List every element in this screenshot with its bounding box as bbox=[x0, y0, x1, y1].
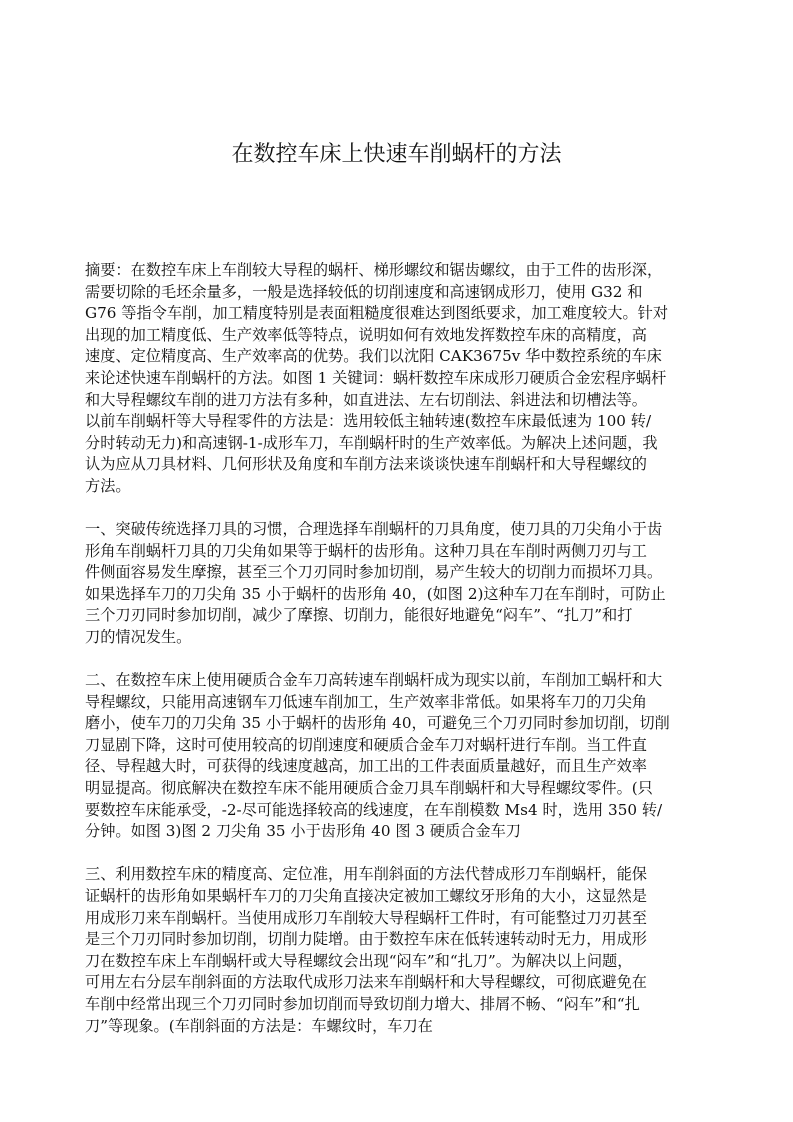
paragraph-line: 如果选择车刀的刀尖角 35 小于蜗杆的齿形角 40，(如图 2)这种车刀在车削时，可防止 bbox=[85, 584, 666, 603]
paragraph-line: 件侧面容易发生摩擦，甚至三个刀刃同时参加切削，易产生较大的切削力而损坏刀具。 bbox=[85, 563, 663, 582]
paragraph-line: 一、突破传统选择刀具的习惯，合理选择车削蜗杆的刀具角度，使刀具的刀尖角小于齿 bbox=[85, 520, 663, 539]
paragraph-line: 导程螺纹，只能用高速钢车刀低速车削加工，生产效率非常低。如果将车刀的刀尖角 bbox=[85, 692, 647, 711]
paragraph-line: 磨小，使车刀的刀尖角 35 小于蜗杆的齿形角 40，可避免三个刀刃同时参加切削，切削 bbox=[85, 714, 670, 733]
paragraph-line: 分时转动无力)和高速钢-1-成形车刀，车削蜗杆时的生产效率低。为解决上述问题，我 bbox=[85, 433, 658, 452]
paragraph-line: 形角车削蜗杆刀具的刀尖角如果等于蜗杆的齿形角。这种刀具在车削时两侧刀刃与工 bbox=[85, 541, 647, 560]
paragraph-line: 速度、定位精度高、生产效率高的优势。我们以沈阳 CAK3675v 华中数控系统的车床 bbox=[85, 347, 662, 366]
paragraph-line: 是三个刀刃同时参加切削，切削力陡增。由于数控车床在低转速转动时无力，用成形 bbox=[85, 930, 647, 949]
document-body bbox=[85, 260, 725, 1059]
paragraph-line: 刀显剧下降，这时可使用较高的切削速度和硬质合金车刀对蜗杆进行车削。当工件直 bbox=[85, 735, 647, 754]
paragraph-line: 需要切除的毛坯余量多，一般是选择较低的切削速度和高速钢成形刀，使用 G32 和 bbox=[85, 282, 643, 301]
paragraph bbox=[85, 670, 725, 843]
paragraph-line: 刀的情况发生。 bbox=[85, 628, 192, 646]
paragraph-line: 明显提高。彻底解决在数控车床不能用硬质合金刀具车削蜗杆和大导程螺纹零件。(只 bbox=[85, 779, 653, 798]
paragraph bbox=[85, 519, 725, 649]
paragraph-line: 三个刀刃同时参加切削，减少了摩擦、切削力，能很好地避免“闷车”、“扎刀”和打 bbox=[85, 606, 633, 625]
paragraph-line: 来论述快速车削蜗杆的方法。如图 1 关键词：蜗杆数控车床成形刀硬质合金宏程序蜗杆 bbox=[85, 368, 667, 387]
paragraph-line: 三、利用数控车床的精度高、定位准，用车削斜面的方法代替成形刀车削蜗杆，能保 bbox=[85, 865, 647, 884]
paragraph-line: 用成形刀来车削蜗杆。当使用成形刀车削较大导程蜗杆工件时，有可能整过刀刃甚至 bbox=[85, 908, 647, 927]
paragraph-line: G76 等指令车削，加工精度特别是表面粗糙度很难达到图纸要求，加工难度较大。针对 bbox=[85, 304, 669, 323]
paragraph bbox=[85, 864, 725, 1037]
paragraph-line: 二、在数控车床上使用硬质合金车刀高转速车削蜗杆成为现实以前，车削加工蜗杆和大 bbox=[85, 671, 663, 690]
paragraph-line: 分钟。如图 3)图 2 刀尖角 35 小于齿形角 40 图 3 硬质合金车刀 bbox=[85, 822, 521, 841]
paragraph-line: 要数控车床能承受，-2-尽可能选择较高的线速度，在车削模数 Ms4 时，选用 350 转/ bbox=[85, 800, 663, 819]
paragraph-line: 摘要：在数控车床上车削较大导程的蜗杆、梯形螺纹和锯齿螺纹，由于工件的齿形深， bbox=[85, 261, 663, 279]
paragraph-line: 出现的加工精度低、生产效率低等特点，说明如何有效地发挥数控车床的高精度，高 bbox=[85, 325, 647, 344]
paragraph-line: 刀在数控车床上车削蜗杆或大导程螺纹会出现“闷车”和“扎刀”。为解决以上问题， bbox=[85, 951, 633, 970]
document-title: 在数控车床上快速车削蜗杆的方法 bbox=[231, 142, 562, 167]
paragraph-line: 以前车削蜗杆等大导程零件的方法是：选用较低主轴转速(数控车床最低速为 100 转/ bbox=[85, 412, 652, 431]
paragraph-line: 和大导程螺纹车削的进刀方法有多种，如直进法、左右切削法、斜进法和切槽法等。 bbox=[85, 390, 647, 409]
paragraph-line: 车削中经常出现三个刀刃同时参加切削而导致切削力增大、排屑不畅、“闷车”和“扎 bbox=[85, 994, 640, 1013]
paragraph-line: 径、导程越大时，可获得的线速度越高，加工出的工件表面质量越好，而且生产效率 bbox=[85, 757, 647, 776]
paragraph bbox=[85, 260, 725, 498]
paragraph-line: 方法。 bbox=[85, 476, 131, 495]
paragraph-line: 认为应从刀具材料、几何形状及角度和车削方法来谈谈快速车削蜗杆和大导程螺纹的 bbox=[85, 455, 647, 474]
paragraph-line: 可用左右分层车削斜面的方法取代成形刀法来车削蜗杆和大导程螺纹，可彻底避免在 bbox=[85, 973, 647, 992]
paragraph-line: 证蜗杆的齿形角如果蜗杆车刀的刀尖角直接决定被加工螺纹牙形角的大小，这显然是 bbox=[85, 886, 647, 905]
paragraph-line: 刀”等现象。(车削斜面的方法是：车螺纹时，车刀在 bbox=[85, 1016, 433, 1035]
